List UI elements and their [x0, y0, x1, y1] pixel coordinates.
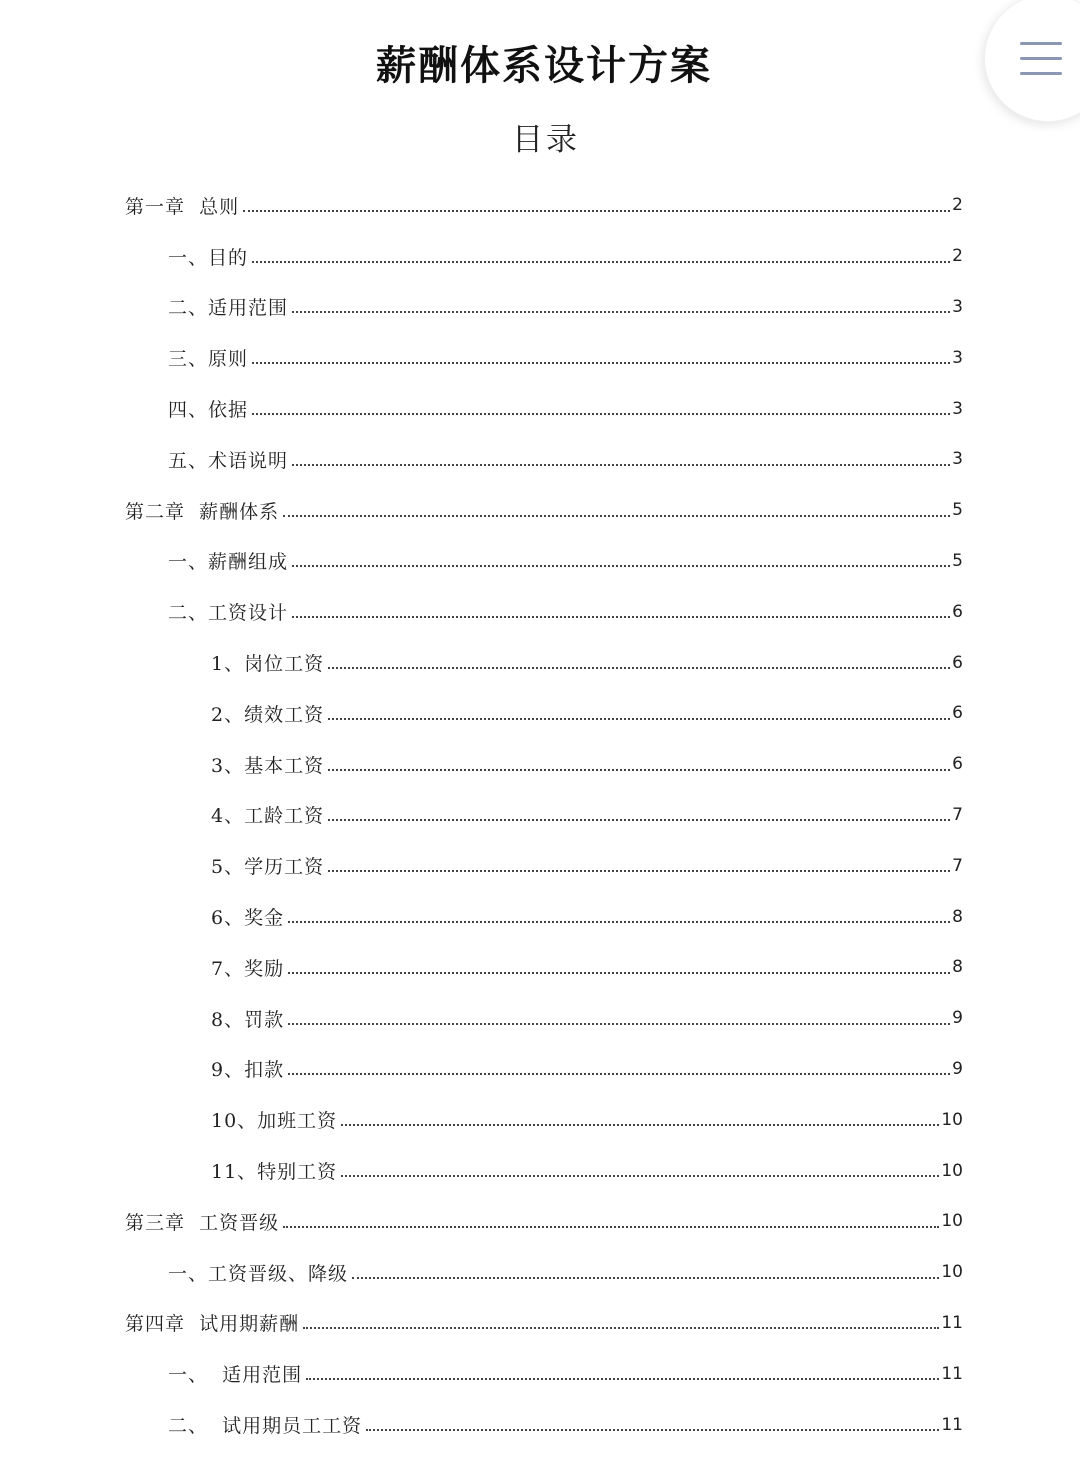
toc-entry[interactable] — [0, 1298, 1080, 1349]
hamburger-menu-icon — [1020, 42, 1062, 45]
toc-entry[interactable] — [0, 891, 1080, 942]
toc-page-number: 10 — [941, 1211, 963, 1232]
toc-entry-label: 9、扣款 — [211, 1055, 284, 1082]
toc-leader-dots — [283, 1225, 939, 1228]
toc-page-number: 11 — [941, 1312, 963, 1333]
toc-leader-dots — [288, 920, 950, 923]
toc-page-number: 2 — [952, 195, 963, 216]
toc-page-number: 6 — [952, 754, 963, 775]
toc-leader-dots — [288, 1072, 950, 1075]
toc-entry-label: 4、工龄工资 — [211, 801, 324, 828]
toc-leader-dots — [292, 463, 950, 466]
toc-leader-dots — [288, 1022, 950, 1025]
toc-entry[interactable] — [0, 1196, 1080, 1247]
document-title: 薪酬体系设计方案 — [376, 43, 712, 89]
toc-leader-dots — [366, 1428, 939, 1431]
toc-entry[interactable] — [0, 688, 1080, 739]
toc-page-number: 5 — [952, 550, 963, 571]
toc-entry[interactable] — [0, 1247, 1080, 1298]
hamburger-menu-icon — [1020, 72, 1062, 75]
toc-leader-dots — [328, 717, 950, 720]
toc-page-number: 3 — [952, 296, 963, 317]
toc-leader-dots — [328, 666, 950, 669]
toc-entry-label: 3、基本工资 — [211, 751, 324, 778]
toc-entry[interactable] — [0, 332, 1080, 383]
toc-entry[interactable] — [0, 536, 1080, 587]
toc-entry[interactable] — [0, 1348, 1080, 1399]
toc-entry[interactable] — [0, 993, 1080, 1044]
toc-entry[interactable] — [0, 180, 1080, 231]
toc-leader-dots — [303, 1326, 939, 1329]
toc-entry-label: 7、奖励 — [211, 954, 284, 981]
toc-entry-label: 一、工资晋级、降级 — [168, 1259, 348, 1286]
toc-entry[interactable] — [0, 383, 1080, 434]
toc-entry-label: 四、依据 — [168, 395, 248, 422]
toc-leader-dots — [292, 564, 950, 567]
toc-leader-dots — [341, 1123, 939, 1126]
toc-page-number: 10 — [941, 1109, 963, 1130]
toc-entry-label: 第四章 试用期薪酬 — [125, 1309, 299, 1336]
toc-entry[interactable] — [0, 282, 1080, 333]
toc-page-number: 11 — [941, 1363, 963, 1384]
toc-page-number: 2 — [952, 246, 963, 267]
toc-page-number: 9 — [952, 1008, 963, 1029]
toc-page-number: 5 — [952, 500, 963, 521]
toc-heading: 目录 — [512, 122, 580, 158]
toc-entry-label: 第二章 薪酬体系 — [125, 497, 279, 524]
toc-entry-label: 三、原则 — [168, 344, 248, 371]
toc-leader-dots — [306, 1377, 939, 1380]
toc-entry[interactable] — [0, 434, 1080, 485]
toc-entry[interactable] — [0, 942, 1080, 993]
toc-entry[interactable] — [0, 1044, 1080, 1095]
table-of-contents — [0, 180, 1080, 1450]
menu-button[interactable] — [984, 0, 1080, 122]
toc-page-number: 11 — [941, 1414, 963, 1435]
toc-page-number: 7 — [952, 804, 963, 825]
toc-entry-label: 8、罚款 — [211, 1005, 284, 1032]
toc-entry[interactable] — [0, 1145, 1080, 1196]
toc-leader-dots — [292, 615, 950, 618]
toc-entry-label: 6、奖金 — [211, 903, 284, 930]
toc-page-number: 6 — [952, 703, 963, 724]
toc-page-number: 3 — [952, 398, 963, 419]
toc-entry-label: 10、加班工资 — [211, 1106, 337, 1133]
toc-leader-dots — [328, 768, 950, 771]
toc-leader-dots — [288, 971, 950, 974]
toc-leader-dots — [252, 361, 950, 364]
toc-page-number: 10 — [941, 1262, 963, 1283]
toc-page-number: 8 — [952, 957, 963, 978]
hamburger-menu-icon — [1020, 57, 1062, 60]
toc-page-number: 7 — [952, 855, 963, 876]
toc-entry-label: 二、适用范围 — [168, 293, 288, 320]
toc-leader-dots — [252, 412, 950, 415]
toc-entry-label: 第一章 总则 — [125, 192, 239, 219]
toc-entry-label: 1、岗位工资 — [211, 649, 324, 676]
toc-entry[interactable] — [0, 485, 1080, 536]
toc-leader-dots — [328, 869, 950, 872]
toc-page-number: 6 — [952, 601, 963, 622]
toc-entry[interactable] — [0, 637, 1080, 688]
toc-leader-dots — [252, 260, 950, 263]
toc-leader-dots — [283, 514, 950, 517]
toc-entry[interactable] — [0, 1094, 1080, 1145]
toc-page-number: 8 — [952, 906, 963, 927]
toc-entry[interactable] — [0, 790, 1080, 841]
toc-leader-dots — [243, 209, 950, 212]
toc-entry-label: 11、特别工资 — [211, 1157, 337, 1184]
toc-page-number: 3 — [952, 449, 963, 470]
toc-page-number: 9 — [952, 1058, 963, 1079]
toc-entry[interactable] — [0, 1399, 1080, 1450]
toc-leader-dots — [352, 1276, 939, 1279]
toc-entry-label: 2、绩效工资 — [211, 700, 324, 727]
toc-entry-label: 5、学历工资 — [211, 852, 324, 879]
toc-page-number: 3 — [952, 347, 963, 368]
toc-entry[interactable] — [0, 739, 1080, 790]
toc-entry-label: 五、术语说明 — [168, 446, 288, 473]
toc-entry-label: 一、 适用范围 — [168, 1360, 302, 1387]
toc-page-number: 6 — [952, 652, 963, 673]
toc-page-number: 10 — [941, 1160, 963, 1181]
toc-leader-dots — [292, 310, 950, 313]
toc-leader-dots — [341, 1174, 939, 1177]
toc-entry-label: 二、 试用期员工工资 — [168, 1411, 362, 1438]
toc-entry-label: 二、工资设计 — [168, 598, 288, 625]
toc-entry[interactable] — [0, 840, 1080, 891]
toc-leader-dots — [328, 818, 950, 821]
toc-entry[interactable] — [0, 231, 1080, 282]
toc-entry-label: 一、薪酬组成 — [168, 547, 288, 574]
toc-entry-label: 一、目的 — [168, 243, 248, 270]
toc-entry-label: 第三章 工资晋级 — [125, 1208, 279, 1235]
toc-entry[interactable] — [0, 586, 1080, 637]
